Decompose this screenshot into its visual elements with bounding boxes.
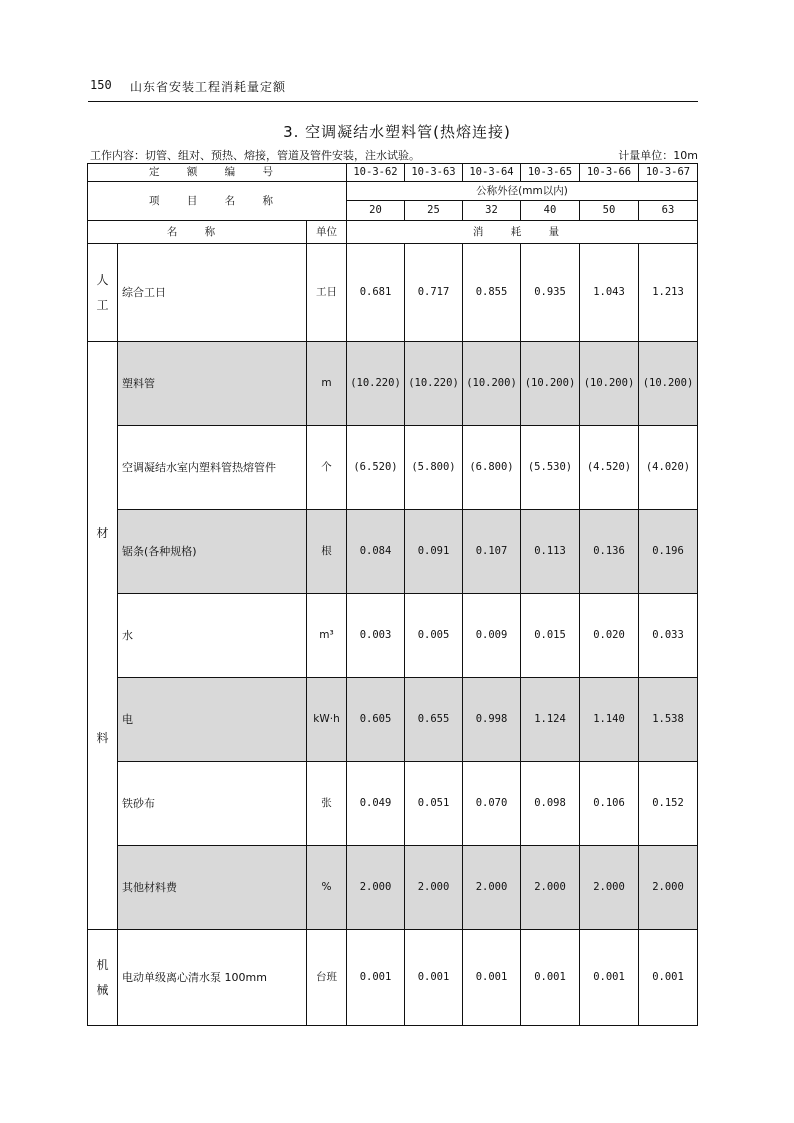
col-name-header: 名 称 (88, 221, 307, 244)
item-name-label: 项 目 名 称 (88, 182, 347, 221)
row-name: 综合工日 (118, 244, 307, 342)
row-value: 0.998 (463, 678, 521, 762)
row-value: (4.020) (639, 426, 698, 510)
row-value: 2.000 (405, 846, 463, 930)
row-name: 塑料管 (118, 342, 307, 426)
quota-code: 10-3-66 (580, 164, 639, 182)
row-value: 0.015 (521, 594, 580, 678)
row-value: 0.003 (347, 594, 405, 678)
row-unit: % (307, 846, 347, 930)
row-value: 0.001 (405, 930, 463, 1026)
page-header (88, 74, 698, 98)
diameter-value: 63 (639, 201, 698, 221)
row-value: 1.213 (639, 244, 698, 342)
page-number: 150 (90, 78, 112, 92)
row-unit: 台班 (307, 930, 347, 1026)
row-value: 0.855 (463, 244, 521, 342)
row-value: 0.020 (580, 594, 639, 678)
table-row (88, 762, 698, 846)
category-char: 料 (96, 730, 109, 745)
row-value: 0.136 (580, 510, 639, 594)
row-value: (10.220) (405, 342, 463, 426)
table-row (88, 510, 698, 594)
category-char: 工 (96, 297, 109, 312)
diameter-value: 20 (347, 201, 405, 221)
row-value: 0.051 (405, 762, 463, 846)
row-name: 电动单级离心清水泵 100mm (118, 930, 307, 1026)
row-value: (5.530) (521, 426, 580, 510)
row-value: 0.196 (639, 510, 698, 594)
quota-code: 10-3-67 (639, 164, 698, 182)
row-value: (10.220) (347, 342, 405, 426)
row-value: 0.049 (347, 762, 405, 846)
table-row (88, 342, 698, 426)
row-value: 0.084 (347, 510, 405, 594)
col-unit-header: 单位 (307, 221, 347, 244)
quota-code-label: 定 额 编 号 (88, 164, 347, 182)
row-unit: kW·h (307, 678, 347, 762)
row-name: 电 (118, 678, 307, 762)
work-content: 工作内容：切管、组对、预热、熔接，管道及管件安装，注水试验。 (90, 149, 420, 162)
row-value: 0.001 (463, 930, 521, 1026)
category-char: 机 (96, 958, 109, 973)
row-value: 2.000 (347, 846, 405, 930)
row-value: 0.681 (347, 244, 405, 342)
row-unit: m³ (307, 594, 347, 678)
row-value: 0.717 (405, 244, 463, 342)
row-value: (10.200) (580, 342, 639, 426)
row-value: (10.200) (521, 342, 580, 426)
row-value: 0.935 (521, 244, 580, 342)
row-value: 0.005 (405, 594, 463, 678)
row-value: (6.520) (347, 426, 405, 510)
row-unit: 根 (307, 510, 347, 594)
category-material (88, 342, 118, 930)
row-name: 锯条(各种规格) (118, 510, 307, 594)
table-row (88, 594, 698, 678)
row-value: 2.000 (639, 846, 698, 930)
row-value: (6.800) (463, 426, 521, 510)
unit-note: 计量单位：10m (618, 149, 698, 162)
quota-table (87, 163, 698, 1026)
column-header-row (88, 221, 698, 244)
row-value: (4.520) (580, 426, 639, 510)
category-char: 人 (96, 273, 109, 288)
param-row (88, 182, 698, 201)
table-row (88, 244, 698, 342)
row-value: 1.140 (580, 678, 639, 762)
category-labor (88, 244, 118, 342)
table-row (88, 930, 698, 1026)
row-name: 空调凝结水室内塑料管热熔管件 (118, 426, 307, 510)
row-value: 0.033 (639, 594, 698, 678)
row-value: 0.001 (639, 930, 698, 1026)
row-value: 0.107 (463, 510, 521, 594)
row-unit: m (307, 342, 347, 426)
row-name: 水 (118, 594, 307, 678)
row-value: 1.124 (521, 678, 580, 762)
quota-code-row (88, 164, 698, 182)
diameter-value: 25 (405, 201, 463, 221)
row-value: 1.538 (639, 678, 698, 762)
row-value: 0.070 (463, 762, 521, 846)
row-unit: 个 (307, 426, 347, 510)
quota-code: 10-3-65 (521, 164, 580, 182)
table-row (88, 846, 698, 930)
quota-code: 10-3-62 (347, 164, 405, 182)
quota-code: 10-3-63 (405, 164, 463, 182)
row-value: 0.001 (347, 930, 405, 1026)
row-value: 0.113 (521, 510, 580, 594)
header-rule (88, 101, 698, 102)
row-unit: 张 (307, 762, 347, 846)
row-value: 0.091 (405, 510, 463, 594)
row-value: 2.000 (521, 846, 580, 930)
row-value: 0.098 (521, 762, 580, 846)
row-name: 铁砂布 (118, 762, 307, 846)
row-value: 0.106 (580, 762, 639, 846)
row-value: 0.001 (580, 930, 639, 1026)
table-row (88, 678, 698, 762)
row-value: 0.152 (639, 762, 698, 846)
quota-code: 10-3-64 (463, 164, 521, 182)
row-value: 0.009 (463, 594, 521, 678)
param-label: 公称外径(mm以内) (347, 182, 698, 201)
row-value: 1.043 (580, 244, 639, 342)
table-row (88, 426, 698, 510)
row-value: (10.200) (639, 342, 698, 426)
diameter-value: 40 (521, 201, 580, 221)
section-title: 3. 空调凝结水塑料管(热熔连接) (283, 123, 511, 141)
row-value: (10.200) (463, 342, 521, 426)
book-title: 山东省安装工程消耗量定额 (130, 80, 287, 94)
category-char: 材 (96, 526, 109, 541)
category-machine (88, 930, 118, 1026)
row-value: 0.655 (405, 678, 463, 762)
row-value: (5.800) (405, 426, 463, 510)
row-value: 0.605 (347, 678, 405, 762)
col-consumption-header: 消 耗 量 (347, 221, 698, 244)
row-value: 0.001 (521, 930, 580, 1026)
diameter-value: 32 (463, 201, 521, 221)
row-name: 其他材料费 (118, 846, 307, 930)
row-value: 2.000 (580, 846, 639, 930)
row-value: 2.000 (463, 846, 521, 930)
row-unit: 工日 (307, 244, 347, 342)
diameter-value: 50 (580, 201, 639, 221)
category-char: 械 (96, 982, 109, 997)
